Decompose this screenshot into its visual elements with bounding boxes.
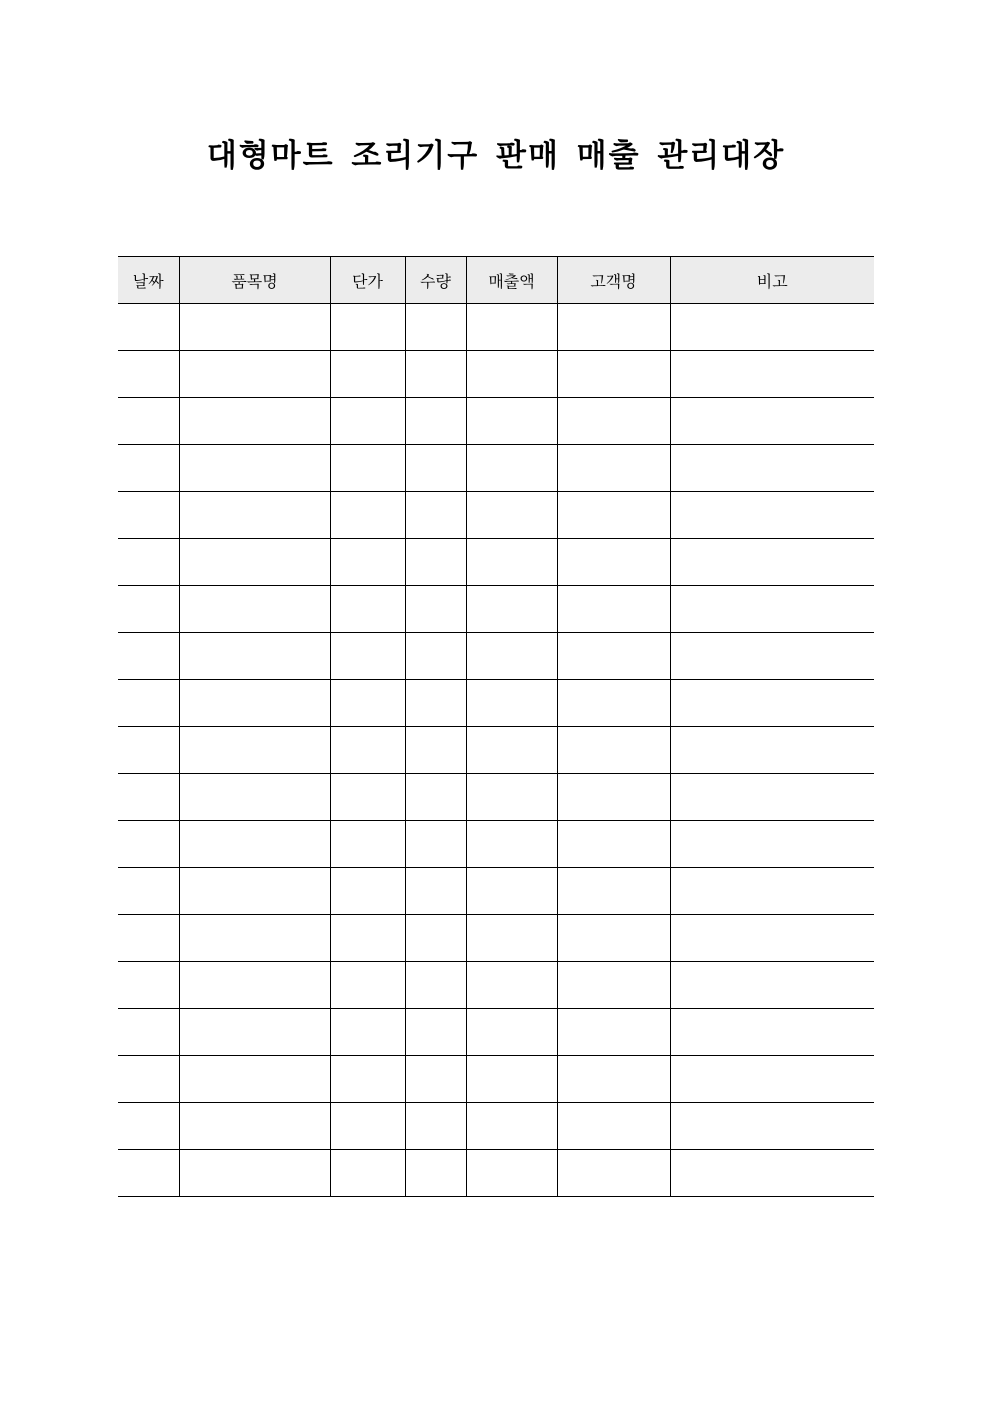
header-sales-amount: 매출액 [466,257,557,304]
sales-amount-cell[interactable] [466,351,557,398]
customer-name-cell[interactable] [557,1056,670,1103]
sales-amount-cell[interactable] [466,821,557,868]
remarks-cell[interactable] [670,1009,874,1056]
sales-amount-cell[interactable] [466,1150,557,1197]
date-cell[interactable] [118,1150,179,1197]
sales-amount-cell[interactable] [466,962,557,1009]
table-row [118,774,874,821]
quantity-cell[interactable] [405,1103,466,1150]
table-row [118,304,874,351]
table-row [118,633,874,680]
item-name-cell[interactable] [179,586,330,633]
sales-amount-cell[interactable] [466,445,557,492]
unit-price-cell[interactable] [330,915,405,962]
date-cell[interactable] [118,539,179,586]
customer-name-cell[interactable] [557,492,670,539]
sales-amount-cell[interactable] [466,398,557,445]
unit-price-cell[interactable] [330,1150,405,1197]
date-cell[interactable] [118,633,179,680]
table-row [118,1150,874,1197]
item-name-cell[interactable] [179,680,330,727]
date-cell[interactable] [118,821,179,868]
item-name-cell[interactable] [179,727,330,774]
quantity-cell[interactable] [405,821,466,868]
remarks-cell[interactable] [670,821,874,868]
item-name-cell[interactable] [179,633,330,680]
customer-name-cell[interactable] [557,821,670,868]
unit-price-cell[interactable] [330,633,405,680]
quantity-cell[interactable] [405,633,466,680]
quantity-cell[interactable] [405,304,466,351]
quantity-cell[interactable] [405,398,466,445]
remarks-cell[interactable] [670,633,874,680]
date-cell[interactable] [118,727,179,774]
customer-name-cell[interactable] [557,915,670,962]
sales-amount-cell[interactable] [466,1103,557,1150]
unit-price-cell[interactable] [330,1056,405,1103]
table-row [118,351,874,398]
table-row [118,1009,874,1056]
customer-name-cell[interactable] [557,586,670,633]
item-name-cell[interactable] [179,492,330,539]
unit-price-cell[interactable] [330,962,405,1009]
customer-name-cell[interactable] [557,539,670,586]
unit-price-cell[interactable] [330,821,405,868]
date-cell[interactable] [118,492,179,539]
sales-ledger-table [118,256,874,1197]
customer-name-cell[interactable] [557,304,670,351]
item-name-cell[interactable] [179,398,330,445]
sales-amount-cell[interactable] [466,680,557,727]
unit-price-cell[interactable] [330,539,405,586]
table-row [118,962,874,1009]
item-name-cell[interactable] [179,445,330,492]
date-cell[interactable] [118,1103,179,1150]
unit-price-cell[interactable] [330,586,405,633]
customer-name-cell[interactable] [557,868,670,915]
sales-amount-cell[interactable] [466,774,557,821]
date-cell[interactable] [118,962,179,1009]
remarks-cell[interactable] [670,539,874,586]
date-cell[interactable] [118,351,179,398]
quantity-cell[interactable] [405,351,466,398]
remarks-cell[interactable] [670,962,874,1009]
quantity-cell[interactable] [405,539,466,586]
remarks-cell[interactable] [670,351,874,398]
quantity-cell[interactable] [405,492,466,539]
table-row [118,398,874,445]
table-row [118,727,874,774]
remarks-cell[interactable] [670,304,874,351]
item-name-cell[interactable] [179,1056,330,1103]
table-row [118,492,874,539]
item-name-cell[interactable] [179,304,330,351]
item-name-cell[interactable] [179,351,330,398]
customer-name-cell[interactable] [557,1150,670,1197]
unit-price-cell[interactable] [330,351,405,398]
date-cell[interactable] [118,1009,179,1056]
customer-name-cell[interactable] [557,1103,670,1150]
date-cell[interactable] [118,398,179,445]
remarks-cell[interactable] [670,1150,874,1197]
unit-price-cell[interactable] [330,680,405,727]
table-row [118,1103,874,1150]
quantity-cell[interactable] [405,445,466,492]
customer-name-cell[interactable] [557,680,670,727]
unit-price-cell[interactable] [330,727,405,774]
remarks-cell[interactable] [670,774,874,821]
unit-price-cell[interactable] [330,774,405,821]
customer-name-cell[interactable] [557,351,670,398]
remarks-cell[interactable] [670,586,874,633]
quantity-cell[interactable] [405,915,466,962]
sales-amount-cell[interactable] [466,539,557,586]
sales-amount-cell[interactable] [466,1009,557,1056]
quantity-cell[interactable] [405,1150,466,1197]
table-row [118,680,874,727]
unit-price-cell[interactable] [330,1009,405,1056]
item-name-cell[interactable] [179,1150,330,1197]
date-cell[interactable] [118,445,179,492]
sales-amount-cell[interactable] [466,868,557,915]
item-name-cell[interactable] [179,539,330,586]
table-header-row [118,257,874,304]
date-cell[interactable] [118,868,179,915]
remarks-cell[interactable] [670,680,874,727]
remarks-cell[interactable] [670,727,874,774]
sales-amount-cell[interactable] [466,304,557,351]
table-row [118,539,874,586]
table-row [118,821,874,868]
remarks-cell[interactable] [670,445,874,492]
item-name-cell[interactable] [179,962,330,1009]
date-cell[interactable] [118,1056,179,1103]
item-name-cell[interactable] [179,821,330,868]
quantity-cell[interactable] [405,680,466,727]
item-name-cell[interactable] [179,774,330,821]
quantity-cell[interactable] [405,1009,466,1056]
sales-amount-cell[interactable] [466,492,557,539]
quantity-cell[interactable] [405,774,466,821]
item-name-cell[interactable] [179,1009,330,1056]
date-cell[interactable] [118,680,179,727]
remarks-cell[interactable] [670,868,874,915]
header-quantity: 수량 [405,257,466,304]
customer-name-cell[interactable] [557,774,670,821]
item-name-cell[interactable] [179,868,330,915]
table-row [118,586,874,633]
sales-amount-cell[interactable] [466,915,557,962]
date-cell[interactable] [118,915,179,962]
date-cell[interactable] [118,774,179,821]
remarks-cell[interactable] [670,492,874,539]
header-remarks: 비고 [670,257,874,304]
remarks-cell[interactable] [670,915,874,962]
date-cell[interactable] [118,586,179,633]
quantity-cell[interactable] [405,962,466,1009]
unit-price-cell[interactable] [330,445,405,492]
quantity-cell[interactable] [405,868,466,915]
customer-name-cell[interactable] [557,633,670,680]
unit-price-cell[interactable] [330,398,405,445]
page-title: 대형마트 조리기구 판매 매출 관리대장 [206,138,786,174]
table-row [118,915,874,962]
quantity-cell[interactable] [405,1056,466,1103]
customer-name-cell[interactable] [557,962,670,1009]
unit-price-cell[interactable] [330,868,405,915]
table-row [118,1056,874,1103]
header-unit-price: 단가 [330,257,405,304]
table-row [118,868,874,915]
customer-name-cell[interactable] [557,1009,670,1056]
quantity-cell[interactable] [405,727,466,774]
customer-name-cell[interactable] [557,398,670,445]
item-name-cell[interactable] [179,915,330,962]
date-cell[interactable] [118,304,179,351]
header-item-name: 품목명 [179,257,330,304]
quantity-cell[interactable] [405,586,466,633]
table-row [118,445,874,492]
remarks-cell[interactable] [670,398,874,445]
unit-price-cell[interactable] [330,304,405,351]
unit-price-cell[interactable] [330,492,405,539]
item-name-cell[interactable] [179,1103,330,1150]
header-date: 날짜 [118,257,179,304]
customer-name-cell[interactable] [557,445,670,492]
sales-amount-cell[interactable] [466,1056,557,1103]
remarks-cell[interactable] [670,1056,874,1103]
unit-price-cell[interactable] [330,1103,405,1150]
sales-amount-cell[interactable] [466,586,557,633]
sales-amount-cell[interactable] [466,633,557,680]
remarks-cell[interactable] [670,1103,874,1150]
sales-amount-cell[interactable] [466,727,557,774]
customer-name-cell[interactable] [557,727,670,774]
header-customer-name: 고객명 [557,257,670,304]
